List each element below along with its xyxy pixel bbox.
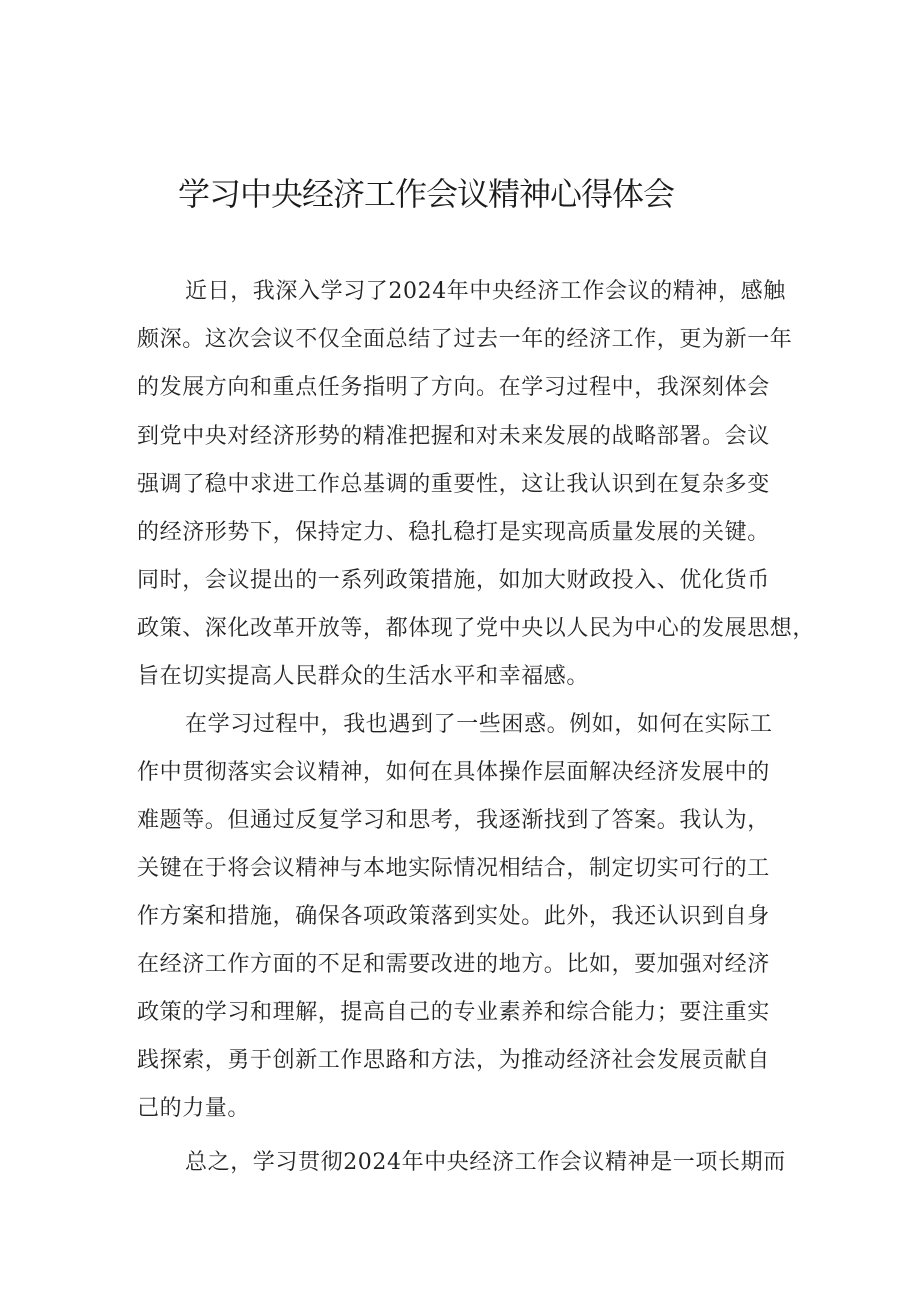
paragraph-1-line-2: 颇深。这次会议不仅全面总结了过去一年的经济工作，更为新一年 [137,327,793,352]
paragraph-2-line-8: 践探索，勇于创新工作思路和方法，为推动经济社会发展贡献自 [137,1048,770,1073]
paragraph-2-line-6: 在经济工作方面的不足和需要改进的地方。比如，要加强对经济 [137,952,770,977]
paragraph-1-line-5: 强调了稳中求进工作总基调的重要性，这让我认识到在复杂多变 [137,472,770,497]
paragraph-2-line-1: 在学习过程中，我也遇到了一些困惑。例如，如何在实际工 [185,712,773,737]
paragraph-2-line-9: 己的力量。 [137,1096,251,1121]
paragraph-1-line-7: 同时，会议提出的一系列政策措施，如加大财政投入、优化货币 [137,568,770,593]
paragraph-1-line-4: 到党中央对经济形势的精准把握和对未来发展的战略部署。会议 [137,424,770,449]
paragraph-3-line-1: 总之，学习贯彻2024年中央经济工作会议精神是一项长期而 [185,1150,786,1175]
paragraph-2-line-3: 难题等。但通过反复学习和思考，我逐渐找到了答案。我认为， [137,808,770,833]
paragraph-2-line-5: 作方案和措施，确保各项政策落到实处。此外，我还认识到自身 [137,904,770,929]
paragraph-1-line-6: 的经济形势下，保持定力、稳扎稳打是实现高质量发展的关键。 [137,520,770,545]
paragraph-1-line-9: 旨在切实提高人民群众的生活水平和幸福感。 [137,664,590,689]
paragraph-2-line-2: 作中贯彻落实会议精神，如何在具体操作层面解决经济发展中的 [137,760,770,785]
paragraph-2-line-7: 政策的学习和理解，提高自己的专业素养和综合能力；要注重实 [137,1000,770,1025]
paragraph-1-line-3: 的发展方向和重点任务指明了方向。在学习过程中，我深刻体会 [137,375,770,400]
paragraph-2-line-4: 关键在于将会议精神与本地实际情况相结合，制定切实可行的工 [137,856,770,881]
paragraph-1-line-8: 政策、深化改革开放等，都体现了党中央以人民为中心的发展思想， [137,616,816,641]
paragraph-1-line-1: 近日，我深入学习了2024年中央经济工作会议的精神，感触 [185,279,786,304]
document-title: 学习中央经济工作会议精神心得体会 [178,175,675,213]
